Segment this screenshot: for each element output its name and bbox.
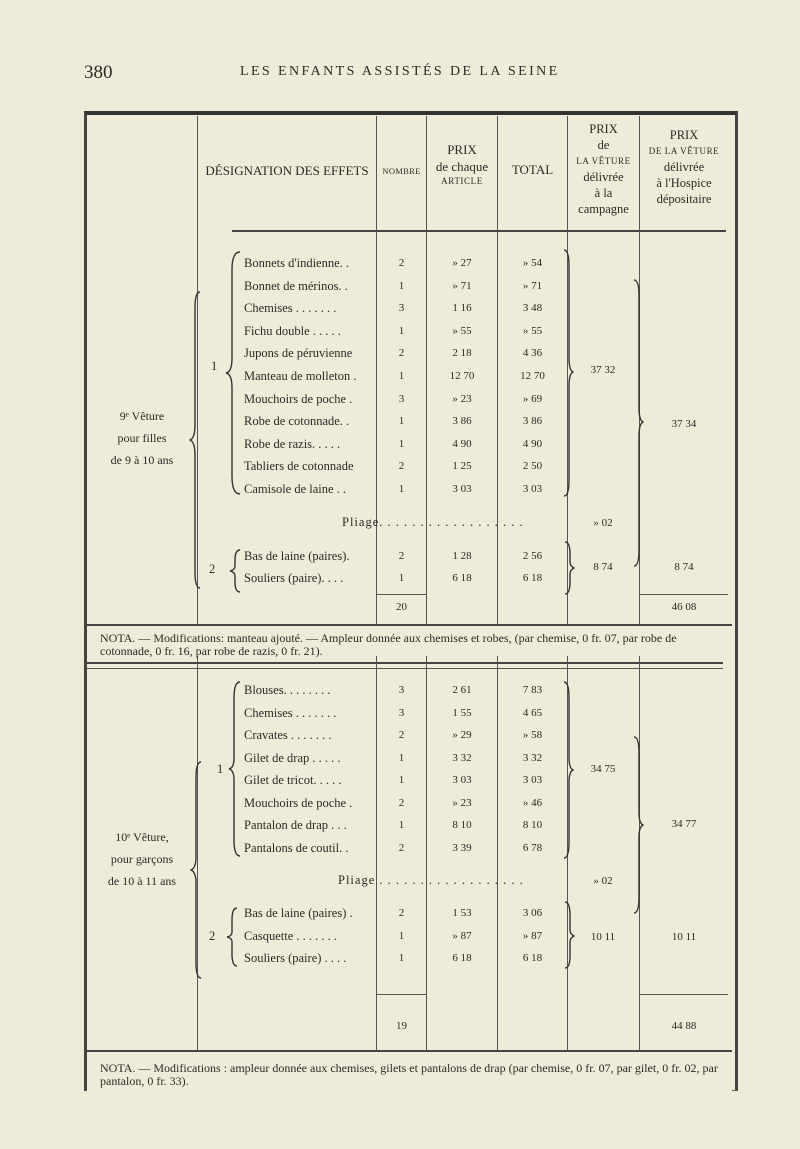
section1-label-l1: 9ᵉ Vêture xyxy=(119,409,165,423)
item-prix: 3 03 xyxy=(452,774,472,786)
section1-sub1-campagne: 37 32 xyxy=(590,364,616,376)
section2-pliage-value: » 02 xyxy=(593,875,613,887)
section2-grand-total: 44 88 xyxy=(671,1020,697,1032)
header-hospice-l1: PRIX xyxy=(669,128,699,142)
header-campagne-l4: délivrée xyxy=(583,170,624,184)
item-total: 4 36 xyxy=(522,347,543,360)
item-prix: 2 61 xyxy=(452,684,472,696)
section2-hospice-2: 10 11 xyxy=(671,931,697,943)
section2-sub1-brace xyxy=(227,680,243,858)
header-total: TOTAL xyxy=(511,162,554,177)
item-label: Tabliers de cotonnade xyxy=(244,459,354,474)
section1-grand-total: 46 08 xyxy=(671,601,697,613)
item-label: Gilet de drap . . . . . xyxy=(244,750,341,765)
item-prix: 3 03 xyxy=(452,483,472,495)
item-label: Fichu double . . . . . xyxy=(244,323,341,338)
item-label: Camisole de laine . . xyxy=(244,482,347,496)
item-label: Bas de laine (paires) . xyxy=(244,906,353,920)
section1-pliage-value: » 02 xyxy=(593,517,613,529)
header-prix-article-l2: de chaque xyxy=(435,158,489,174)
section1-pliage-label: Pliage. . . . . . . . . . . . . . . . . . xyxy=(342,515,524,529)
section2-label-l2: pour garçons xyxy=(110,852,174,866)
item-label: Bonnets d'indienne. . xyxy=(244,256,350,270)
item-label: Cravates . . . . . . . xyxy=(244,728,332,742)
section1-sub2-brace xyxy=(229,548,243,594)
section2-sum-rule-b xyxy=(640,994,728,995)
item-prix: » 55 xyxy=(452,324,472,337)
item-label: Pantalon de drap . . . xyxy=(244,818,347,832)
item-prix: 2 18 xyxy=(452,347,472,360)
item-label: Blouses. . . . . . . . xyxy=(244,683,331,697)
item-label: Manteau de molleton . xyxy=(244,369,357,383)
section1-label-l2: pour filles xyxy=(117,431,167,445)
item-nombre: 1 xyxy=(398,279,405,292)
item-nombre: 2 xyxy=(398,796,405,809)
item-total: 4 90 xyxy=(522,437,543,450)
header-hospice-l5: dépositaire xyxy=(656,192,712,206)
item-label: Robe de cotonnade. . xyxy=(244,414,350,429)
section2-sub2-marker: 2 xyxy=(209,929,216,943)
item-label: Mouchoirs de poche . xyxy=(244,795,353,810)
header-campagne-l5: à la xyxy=(594,186,613,200)
section2-sub2-campagne: 10 11 xyxy=(590,931,616,943)
header-prix-campagne xyxy=(568,121,639,217)
section1-sum-rule-b xyxy=(640,594,728,595)
item-nombre: 1 xyxy=(398,774,405,786)
item-total: 6 78 xyxy=(522,841,543,854)
header-campagne-l2: de xyxy=(597,138,610,152)
item-prix: 3 86 xyxy=(452,415,472,428)
section1-sub2-campagne: 8 74 xyxy=(593,561,613,573)
header-rule xyxy=(232,230,726,232)
header-hospice-l2: DE LA VÊTURE xyxy=(648,146,720,156)
header-prix-article-l1: PRIX xyxy=(447,142,477,157)
item-prix: 1 25 xyxy=(452,460,472,473)
header-prix-hospice xyxy=(640,127,728,207)
item-total: » 87 xyxy=(522,929,543,942)
item-label: Gilet de tricot. . . . . xyxy=(244,773,342,787)
section2-sum-rule-a xyxy=(377,994,426,995)
section2-label-l1: 10ᵉ Vêture, xyxy=(115,830,169,844)
section2-hospice: 34 77 xyxy=(671,818,697,830)
header-campagne-l3: LA VÊTURE xyxy=(576,156,631,166)
section2-group-label xyxy=(88,826,196,892)
item-prix: 6 18 xyxy=(452,952,472,964)
item-nombre: 1 xyxy=(398,819,405,831)
section1-sub1-marker: 1 xyxy=(211,359,218,373)
item-prix: » 27 xyxy=(452,257,472,269)
item-prix: 12 70 xyxy=(449,370,475,382)
item-label: Souliers (paire) . . . . xyxy=(244,951,347,965)
item-total: » 55 xyxy=(522,324,543,337)
item-total: 12 70 xyxy=(520,370,545,382)
header-prix-article-l3: ARTICLE xyxy=(441,175,483,186)
item-total: 3 06 xyxy=(522,907,543,919)
item-nombre: 2 xyxy=(398,907,405,919)
item-prix: 1 53 xyxy=(452,907,472,919)
section1-hospice-2: 8 74 xyxy=(674,561,694,573)
item-total: 3 03 xyxy=(522,774,543,786)
section2-note: NOTA. — Modifications : ampleur donnée aux chemises, gilets et pantalons de drap (par chemise, 0 fr. 07, par gilet, 0 fr. 02, par pantalon, 0 fr. 33). xyxy=(100,1061,718,1088)
item-total: 7 83 xyxy=(522,684,543,696)
item-nombre: 2 xyxy=(398,460,405,473)
item-label: Bas de laine (paires). xyxy=(244,549,350,563)
section2-sub1-campagne: 34 75 xyxy=(590,763,616,775)
item-label: Robe de razis. . . . . xyxy=(244,436,341,451)
item-total: 3 32 xyxy=(522,751,543,764)
item-total: » 54 xyxy=(522,257,543,269)
item-total: 2 50 xyxy=(522,460,543,473)
item-prix: 4 90 xyxy=(452,437,472,450)
item-nombre: 3 xyxy=(398,706,405,719)
running-head: LES ENFANTS ASSISTÉS DE LA SEINE xyxy=(240,64,560,79)
item-nombre: 1 xyxy=(398,483,405,495)
item-nombre: 3 xyxy=(398,392,405,405)
item-nombre: 3 xyxy=(398,302,405,315)
item-total: » 46 xyxy=(522,796,543,809)
item-nombre: 1 xyxy=(398,952,405,964)
section1-sub2-marker: 2 xyxy=(209,562,216,576)
item-prix: 6 18 xyxy=(452,572,472,584)
item-nombre: 1 xyxy=(398,572,405,584)
item-nombre: 2 xyxy=(398,550,405,562)
section1-hospice-1: 37 34 xyxy=(671,418,697,430)
item-nombre: 3 xyxy=(398,684,405,696)
section1-outer-brace xyxy=(189,290,203,590)
item-prix: » 23 xyxy=(452,392,472,405)
item-prix: 1 16 xyxy=(452,302,472,315)
item-label: Casquette . . . . . . . xyxy=(244,928,338,943)
section1-sum-rule-a xyxy=(377,594,426,595)
item-total: 3 86 xyxy=(522,415,543,428)
item-total: 3 48 xyxy=(522,302,543,315)
item-prix: » 87 xyxy=(452,929,472,942)
section2-top-rule xyxy=(87,668,723,669)
item-total: 4 65 xyxy=(522,706,543,719)
section1-sub1-brace xyxy=(224,250,244,496)
item-prix: » 29 xyxy=(452,729,472,741)
item-label: Chemises . . . . . . . xyxy=(244,301,337,316)
item-total: 8 10 xyxy=(522,819,543,831)
header-designation: DÉSIGNATION DES EFFETS xyxy=(205,163,369,178)
item-label: Pantalons de coutil. . xyxy=(244,840,349,855)
item-prix: 3 32 xyxy=(452,751,472,764)
section1-label-l3: de 9 à 10 ans xyxy=(110,453,174,467)
item-prix: » 23 xyxy=(452,796,472,809)
item-nombre: 2 xyxy=(398,841,405,854)
item-prix: 1 55 xyxy=(452,706,472,719)
item-label: Souliers (paire). . . . xyxy=(244,571,344,585)
item-nombre: 1 xyxy=(398,929,405,942)
item-prix: 1 28 xyxy=(452,550,472,562)
item-prix: » 71 xyxy=(452,279,472,292)
section1-note-rule-bottom xyxy=(87,662,723,664)
section2-label-l3: de 10 à 11 ans xyxy=(107,874,177,888)
section2-pliage-label: Pliage . . . . . . . . . . . . . . . . . . xyxy=(338,873,524,887)
item-nombre: 1 xyxy=(398,751,405,764)
item-total: 3 03 xyxy=(522,483,543,495)
item-prix: 3 39 xyxy=(452,841,472,854)
item-total: » 71 xyxy=(522,279,543,292)
section2-count-total: 19 xyxy=(396,1020,407,1032)
section1-note: NOTA. — Modifications: manteau ajouté. — Ampleur donnée aux chemises et robes, (par chemise, 0 fr. 07, par robe de cotonnade, 0 fr. 16, par robe de razis, 0 fr. 21). xyxy=(100,631,677,658)
item-total: » 69 xyxy=(522,392,543,405)
item-nombre: 2 xyxy=(398,347,405,360)
item-prix: 8 10 xyxy=(452,819,472,831)
item-label: Jupons de péruvienne xyxy=(244,346,353,361)
item-nombre: 1 xyxy=(398,370,405,382)
item-label: Bonnet de mérinos. . xyxy=(244,278,348,293)
page-number: 380 xyxy=(84,62,113,83)
item-total: 6 18 xyxy=(522,952,543,964)
section1-group-label xyxy=(88,405,196,471)
item-nombre: 1 xyxy=(398,437,405,450)
header-hospice-l4: à l'Hospice xyxy=(656,176,712,190)
item-label: Chemises . . . . . . . xyxy=(244,705,337,720)
item-total: 2 56 xyxy=(522,550,543,562)
section1-count-total: 20 xyxy=(396,601,407,613)
col-rule-hospice xyxy=(639,116,640,1070)
item-total: » 58 xyxy=(522,729,543,741)
section2-sub1-marker: 1 xyxy=(217,762,224,776)
header-campagne-l6: campagne xyxy=(578,202,629,216)
header-hospice-l3: délivrée xyxy=(663,160,705,174)
section2-sub2-brace xyxy=(226,906,240,968)
item-nombre: 2 xyxy=(398,729,405,741)
item-total: 6 18 xyxy=(522,572,543,584)
header-prix-article xyxy=(427,142,497,187)
header-campagne-l1: PRIX xyxy=(589,122,618,136)
item-nombre: 1 xyxy=(398,324,405,337)
item-nombre: 1 xyxy=(398,415,405,428)
item-label: Mouchoirs de poche . xyxy=(244,391,353,406)
item-nombre: 2 xyxy=(398,257,405,269)
header-nombre: NOMBRE xyxy=(382,166,421,176)
section2-outer-brace xyxy=(190,760,204,980)
